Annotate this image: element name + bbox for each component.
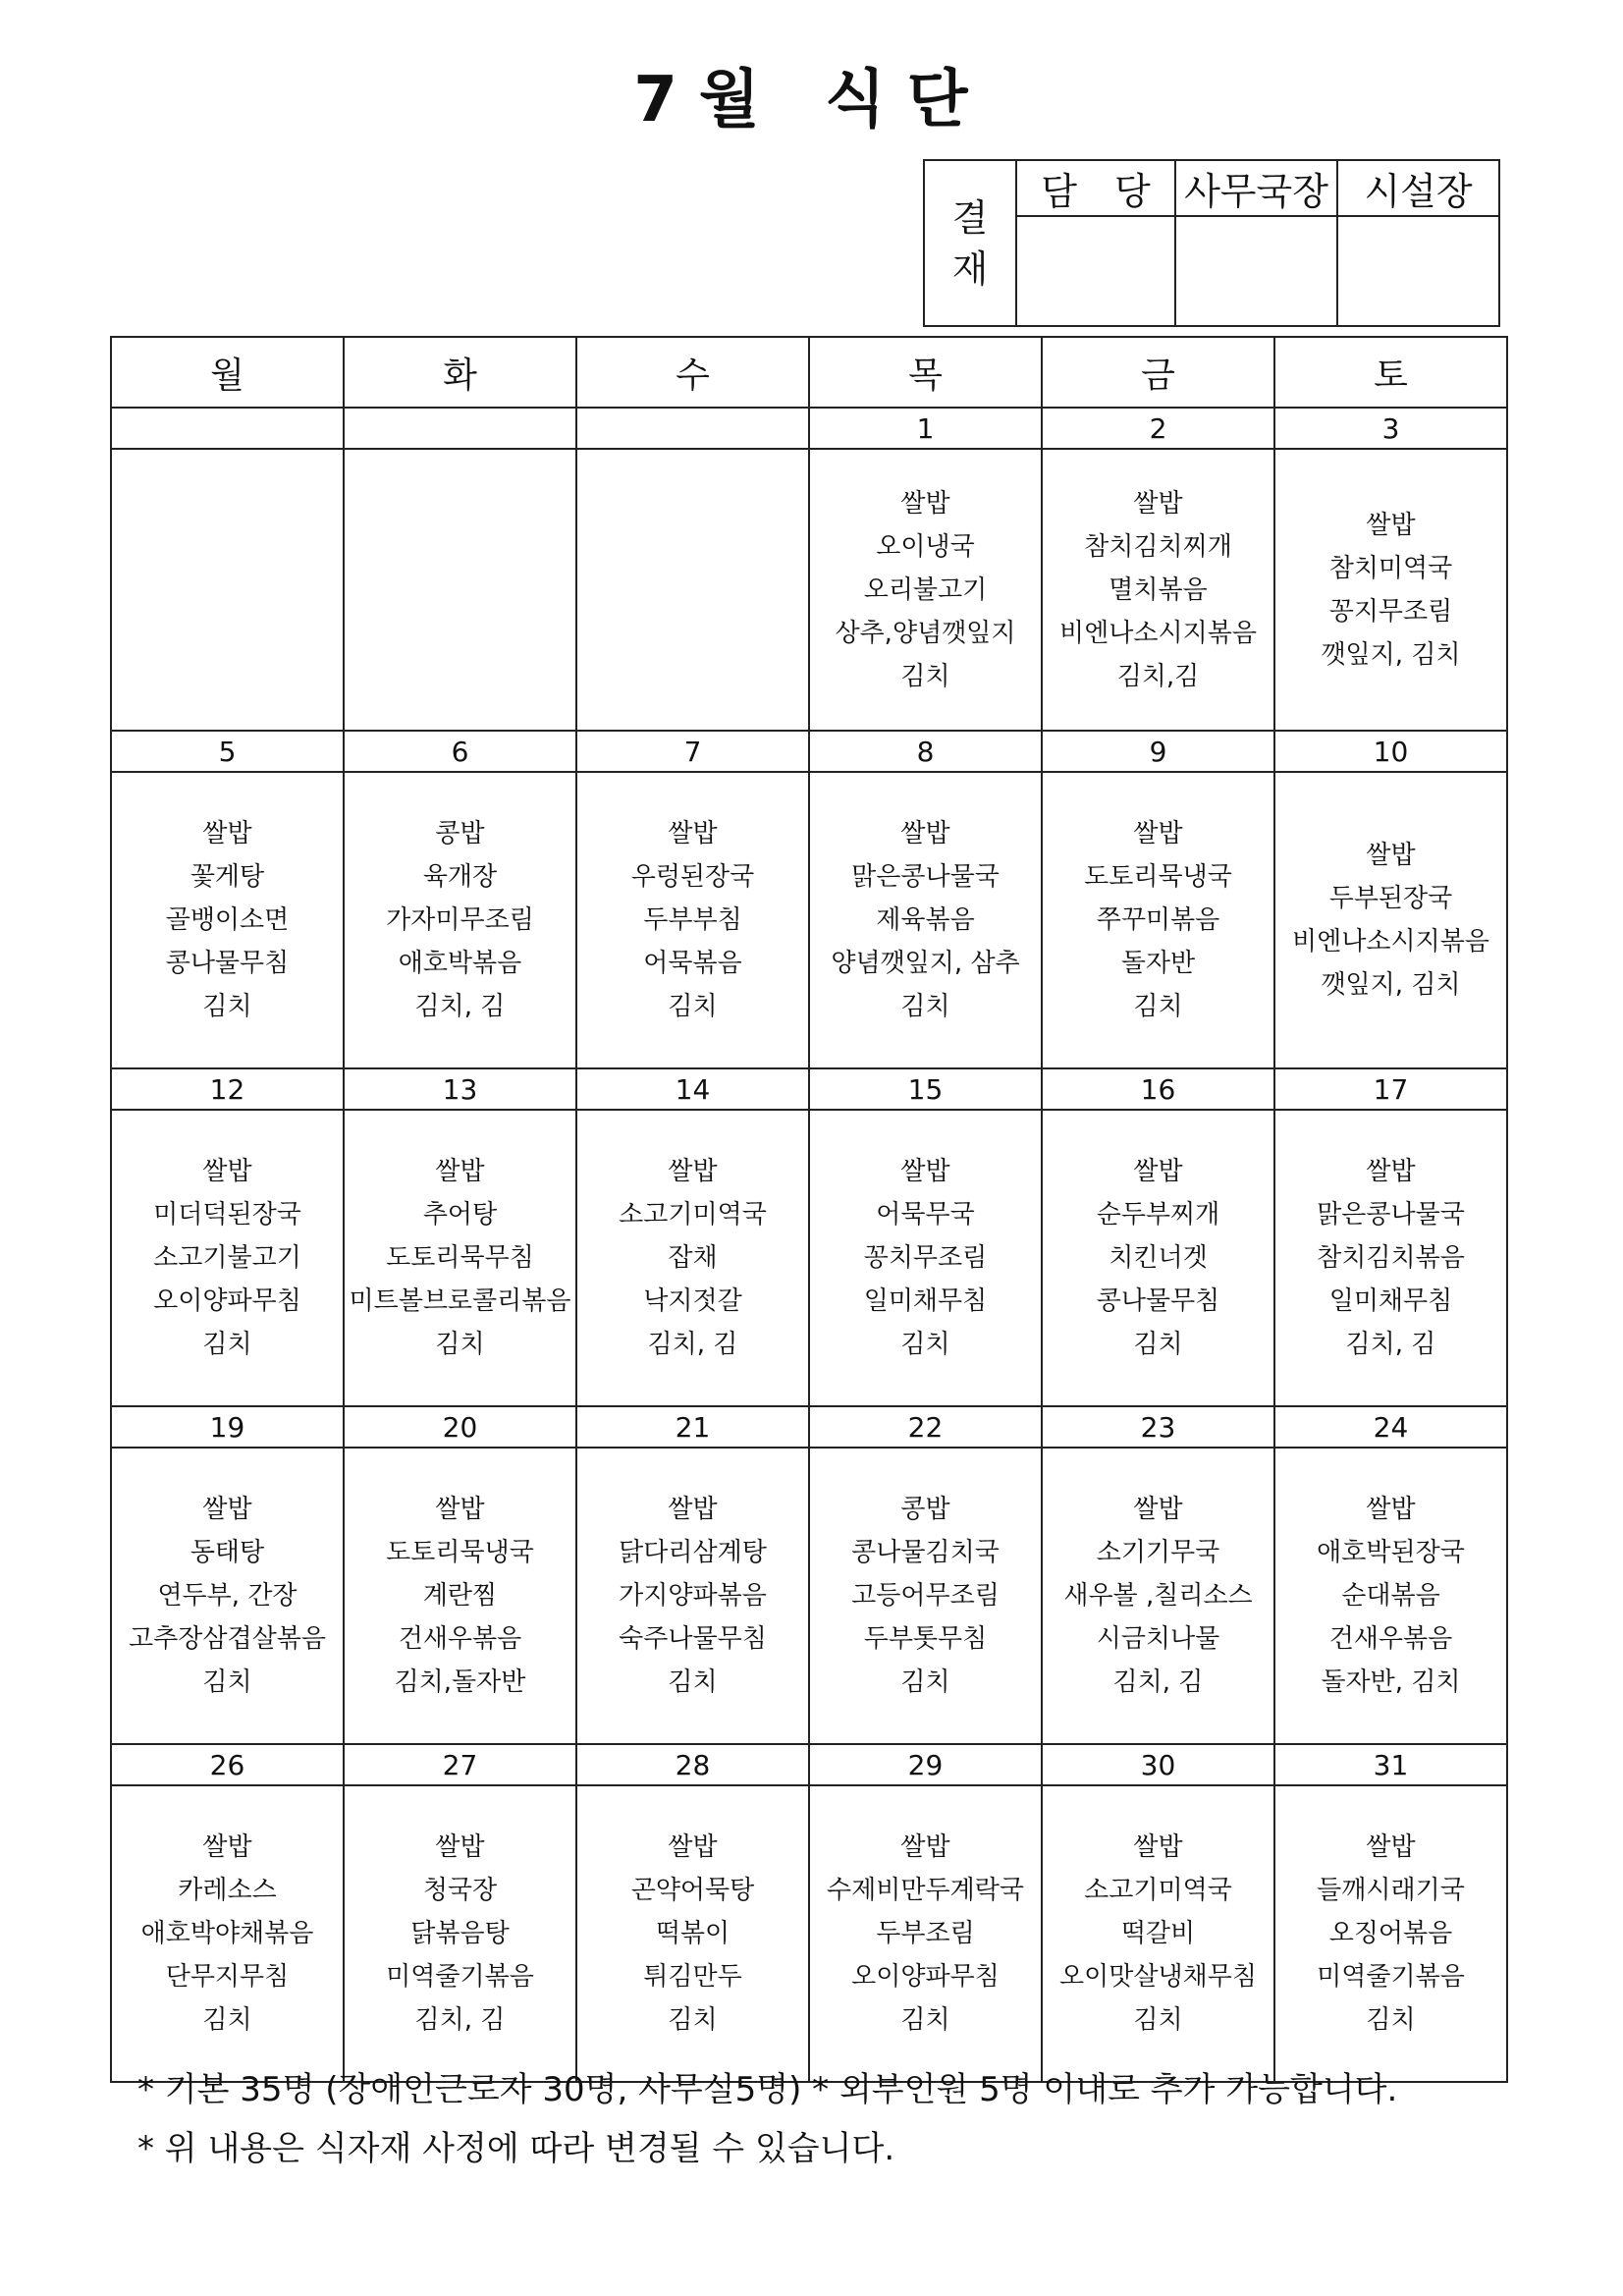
meal-item: 쌀밥: [900, 1832, 950, 1862]
meal-item: 비엔나소시지볶음: [1292, 927, 1489, 957]
meal-item: 김치: [202, 1330, 252, 1359]
meal-row: [111, 1785, 1507, 2082]
meal-item: 비엔나소시지볶음: [1059, 618, 1257, 648]
meal-item: 김치, 김: [414, 2005, 506, 2035]
meal-item: 오이맛살냉채무침: [1059, 1962, 1257, 1992]
meal-item: 깻잎지, 김치: [1321, 970, 1461, 1000]
meal-item: 애호박된장국: [1317, 1538, 1465, 1567]
meal-cell: [809, 1110, 1042, 1406]
date-row: [111, 731, 1507, 772]
meal-item: 튀김만두: [643, 1962, 742, 1992]
date-cell: [344, 408, 576, 449]
meal-cell: [576, 1785, 809, 2082]
meal-item: 일미채무침: [1328, 1286, 1453, 1316]
meal-item: 어묵무국: [876, 1200, 975, 1230]
meal-item: 김치, 김: [414, 992, 506, 1021]
date-cell: 1: [809, 408, 1042, 449]
meal-item: 도토리묵냉국: [386, 1538, 534, 1567]
meal-item: 시금치나물: [1096, 1624, 1220, 1654]
meal-item: 두부조림: [876, 1919, 975, 1948]
meal-item: 두부톳무침: [863, 1624, 988, 1654]
meal-item: 꽃게탕: [189, 862, 265, 892]
meal-item: 새우볼 ,칠리소스: [1063, 1581, 1253, 1611]
meal-item: 쌀밥: [1133, 488, 1183, 519]
meal-item: 건새우볶음: [398, 1624, 522, 1654]
meal-row: [111, 1110, 1507, 1406]
meal-item: 참치김치볶음: [1317, 1243, 1465, 1273]
meal-item: 쌀밥: [1133, 1495, 1183, 1524]
approval-label: [924, 160, 1016, 326]
date-cell: 3: [1274, 408, 1507, 449]
meal-item: 어묵볶음: [643, 949, 742, 978]
meal-item: 미역줄기볶음: [386, 1962, 534, 1992]
meal-item: 계란찜: [422, 1581, 498, 1611]
meal-item: 쭈꾸미볶음: [1096, 905, 1220, 935]
meal-cell: [576, 449, 809, 731]
meal-item: 육개장: [422, 862, 498, 892]
date-row: [111, 408, 1507, 449]
meal-cell: [1042, 1448, 1274, 1744]
weekday-wed: 수: [576, 337, 809, 408]
date-cell: 31: [1274, 1744, 1507, 1785]
meal-item: 오이냉국: [876, 531, 975, 562]
meal-cell: [1042, 1110, 1274, 1406]
meal-item: 오리불고기: [863, 574, 988, 605]
meal-item: 김치: [900, 1667, 950, 1697]
meal-item: 양념깻잎지, 삼추: [831, 949, 1020, 978]
meal-item: 오징어볶음: [1328, 1919, 1453, 1948]
meal-item: 김치,김: [1116, 661, 1200, 691]
meal-item: 콩나물무침: [165, 949, 290, 978]
date-cell: 16: [1042, 1068, 1274, 1110]
weekday-thu: 목: [809, 337, 1042, 408]
meal-item: 참치김치찌개: [1084, 531, 1232, 562]
approval-box: [923, 159, 1500, 327]
meal-item: 돌자반: [1120, 949, 1196, 978]
date-cell: 5: [111, 731, 344, 772]
meal-item: 미역줄기볶음: [1317, 1962, 1465, 1992]
meal-cell: [809, 1448, 1042, 1744]
approval-sign-manager[interactable]: [1016, 216, 1175, 326]
meal-item: 카레소스: [178, 1876, 277, 1905]
meal-item: 김치: [668, 1667, 718, 1697]
meal-item: 미더덕된장국: [153, 1200, 301, 1230]
approval-role-manager: 담 당: [1016, 160, 1175, 216]
meal-item: 두부부침: [643, 905, 742, 935]
meal-item: 떡볶이: [655, 1919, 730, 1948]
date-cell: 13: [344, 1068, 576, 1110]
meal-cell: [344, 449, 576, 731]
meal-cell: [809, 449, 1042, 731]
date-row: [111, 1744, 1507, 1785]
date-cell: 15: [809, 1068, 1042, 1110]
meal-item: 김치: [435, 1330, 485, 1359]
meal-cell: [1274, 1785, 1507, 2082]
meal-item: 김치: [202, 1667, 252, 1697]
meal-item: 꽁치무조림: [863, 1243, 988, 1273]
meal-item: 쌀밥: [1366, 1495, 1416, 1524]
weekday-tue: 화: [344, 337, 576, 408]
meal-row: [111, 449, 1507, 731]
meal-item: 상추,양념깻잎지: [835, 618, 1016, 648]
meal-item: 잡채: [668, 1243, 718, 1273]
meal-item: 도토리묵냉국: [1084, 862, 1232, 892]
approval-label-2: 재: [951, 246, 989, 291]
date-cell: [576, 408, 809, 449]
date-cell: 2: [1042, 408, 1274, 449]
meal-item: 꽁지무조림: [1328, 596, 1453, 627]
meal-item: 김치, 김: [1112, 1667, 1204, 1697]
meal-cell: [111, 449, 344, 731]
meal-row: [111, 1448, 1507, 1744]
date-cell: 30: [1042, 1744, 1274, 1785]
meal-item: 치킨너겟: [1109, 1243, 1208, 1273]
date-row: [111, 1406, 1507, 1448]
meal-item: 고등어무조림: [851, 1581, 1000, 1611]
meal-item: 연두부, 간장: [157, 1581, 298, 1611]
meal-item: 김치, 김: [647, 1330, 738, 1359]
meal-item: 쌀밥: [668, 1495, 718, 1524]
approval-role-secretary: 사무국장: [1175, 160, 1337, 216]
meal-item: 쌀밥: [1366, 510, 1416, 540]
approval-label-1: 결: [951, 195, 989, 240]
meal-item: 두부된장국: [1328, 884, 1453, 913]
date-cell: 7: [576, 731, 809, 772]
meal-item: 우렁된장국: [630, 862, 755, 892]
meal-cell: [576, 1448, 809, 1744]
meal-item: 낙지젓갈: [643, 1286, 742, 1316]
meal-cell: [111, 772, 344, 1068]
meal-item: 김치, 김: [1345, 1330, 1436, 1359]
meal-item: 김치: [202, 2005, 252, 2035]
meal-cell: [344, 1110, 576, 1406]
weekday-sat: 토: [1274, 337, 1507, 408]
meal-item: 애호박야채볶음: [140, 1919, 314, 1948]
meal-item: 동태탕: [189, 1538, 265, 1567]
meal-item: 김치: [202, 992, 252, 1021]
meal-item: 김치: [1133, 1330, 1183, 1359]
meal-cell: [111, 1785, 344, 2082]
meal-item: 김치: [668, 992, 718, 1021]
meal-item: 순두부찌개: [1096, 1200, 1220, 1230]
meal-item: 건새우볶음: [1328, 1624, 1453, 1654]
date-cell: 12: [111, 1068, 344, 1110]
meal-item: 김치: [1133, 992, 1183, 1021]
date-cell: 14: [576, 1068, 809, 1110]
meal-item: 애호박볶음: [398, 949, 522, 978]
meal-item: 쌀밥: [435, 1157, 485, 1186]
meal-item: 쌀밥: [1133, 819, 1183, 848]
meal-cell: [576, 772, 809, 1068]
meal-cell: [576, 1110, 809, 1406]
meal-item: 도토리묵무침: [386, 1243, 534, 1273]
date-cell: 29: [809, 1744, 1042, 1785]
meal-item: 쌀밥: [1133, 1832, 1183, 1862]
meal-item: 제육볶음: [876, 905, 975, 935]
date-cell: 23: [1042, 1406, 1274, 1448]
meal-item: 닭다리삼계탕: [619, 1538, 767, 1567]
weekday-fri: 금: [1042, 337, 1274, 408]
meal-cell: [344, 1785, 576, 2082]
meal-item: 쌀밥: [668, 1832, 718, 1862]
meal-item: 수제비만두계락국: [827, 1876, 1024, 1905]
meal-item: 소고기미역국: [1084, 1876, 1232, 1905]
meal-item: 김치: [1133, 2005, 1183, 2035]
meal-cell: [1274, 449, 1507, 731]
meal-cell: [809, 1785, 1042, 2082]
page-title: 7월 식단: [633, 64, 990, 137]
meal-item: 김치: [900, 2005, 950, 2035]
meal-item: 소고기미역국: [619, 1200, 767, 1230]
date-cell: 19: [111, 1406, 344, 1448]
meal-item: 소고기불고기: [153, 1243, 301, 1273]
meal-item: 김치: [1366, 2005, 1416, 2035]
meal-item: 김치: [900, 1330, 950, 1359]
meal-item: 콩밥: [900, 1495, 950, 1524]
date-cell: 21: [576, 1406, 809, 1448]
weekday-mon: 월: [111, 337, 344, 408]
date-cell: 20: [344, 1406, 576, 1448]
meal-item: 닭볶음탕: [410, 1919, 510, 1948]
menu-calendar: [110, 336, 1508, 2083]
meal-item: 참치미역국: [1328, 553, 1453, 583]
date-cell: 6: [344, 731, 576, 772]
meal-item: 일미채무침: [863, 1286, 988, 1316]
meal-item: 쌀밥: [435, 1832, 485, 1862]
date-cell: 9: [1042, 731, 1274, 772]
date-cell: 26: [111, 1744, 344, 1785]
date-cell: 8: [809, 731, 1042, 772]
meal-item: 쌀밥: [900, 819, 950, 848]
meal-item: 미트볼브로콜리볶음: [349, 1286, 571, 1316]
meal-item: 순대볶음: [1341, 1581, 1440, 1611]
meal-item: 쌀밥: [900, 1157, 950, 1186]
meal-cell: [1274, 1110, 1507, 1406]
approval-sign-secretary[interactable]: [1175, 216, 1337, 326]
meal-item: 쌀밥: [202, 1495, 252, 1524]
meal-cell: [111, 1110, 344, 1406]
meal-item: 멸치볶음: [1109, 574, 1208, 605]
meal-cell: [344, 772, 576, 1068]
meal-item: 쌀밥: [668, 819, 718, 848]
meal-item: 추어탕: [422, 1200, 498, 1230]
meal-item: 쌀밥: [202, 1157, 252, 1186]
meal-item: 쌀밥: [1366, 1157, 1416, 1186]
note-headcount: * 기본 35명 (장애인근로자 30명, 사무실5명) * 외부인원 5명 이내로 추가 가능합니다.: [137, 2070, 1398, 2109]
date-cell: 10: [1274, 731, 1507, 772]
meal-cell: [1042, 449, 1274, 731]
date-cell: 27: [344, 1744, 576, 1785]
meal-item: 콩밥: [435, 819, 485, 848]
meal-cell: [809, 772, 1042, 1068]
meal-item: 고추장삼겹살볶음: [129, 1624, 326, 1654]
meal-item: 돌자반, 김치: [1321, 1667, 1461, 1697]
date-cell: 28: [576, 1744, 809, 1785]
meal-item: 단무지무침: [165, 1962, 290, 1992]
meal-item: 깻잎지, 김치: [1321, 639, 1461, 670]
meal-cell: [344, 1448, 576, 1744]
meal-item: 숙주나물무침: [619, 1624, 767, 1654]
meal-item: 가지양파볶음: [619, 1581, 767, 1611]
meal-item: 김치,돌자반: [394, 1667, 526, 1697]
meal-cell: [1042, 1785, 1274, 2082]
meal-item: 오이양파무침: [851, 1962, 1000, 1992]
weekday-header-row: [111, 337, 1507, 408]
meal-item: 쌀밥: [668, 1157, 718, 1186]
meal-item: 가자미무조림: [386, 905, 534, 935]
note-change-notice: * 위 내용은 식자재 사정에 따라 변경될 수 있습니다.: [137, 2129, 895, 2168]
meal-item: 쌀밥: [1366, 1832, 1416, 1862]
meal-item: 쌀밥: [900, 488, 950, 519]
notes: [137, 2060, 1397, 2178]
meal-cell: [1274, 1448, 1507, 1744]
meal-item: 쌀밥: [202, 1832, 252, 1862]
date-row: [111, 1068, 1507, 1110]
meal-item: 청국장: [422, 1876, 498, 1905]
meal-item: 들깨시래기국: [1317, 1876, 1465, 1905]
meal-item: 김치: [900, 992, 950, 1021]
meal-item: 곤약어묵탕: [630, 1876, 755, 1905]
meal-item: 김치: [668, 2005, 718, 2035]
meal-item: 맑은콩나물국: [1317, 1200, 1465, 1230]
meal-item: 떡갈비: [1120, 1919, 1196, 1948]
meal-item: 오이양파무침: [153, 1286, 301, 1316]
meal-item: 쌀밥: [1133, 1157, 1183, 1186]
meal-item: 콩나물김치국: [851, 1538, 1000, 1567]
approval-role-director: 시설장: [1337, 160, 1499, 216]
meal-item: 골뱅이소면: [165, 905, 290, 935]
meal-item: 쌀밥: [1366, 841, 1416, 870]
date-cell: 17: [1274, 1068, 1507, 1110]
approval-sign-director[interactable]: [1337, 216, 1499, 326]
meal-item: 맑은콩나물국: [851, 862, 1000, 892]
date-cell: 22: [809, 1406, 1042, 1448]
meal-item: 쌀밥: [202, 819, 252, 848]
meal-cell: [1042, 772, 1274, 1068]
meal-item: 콩나물무침: [1096, 1286, 1220, 1316]
date-cell: [111, 408, 344, 449]
meal-row: [111, 772, 1507, 1068]
meal-item: 소기기무국: [1096, 1538, 1220, 1567]
meal-cell: [111, 1448, 344, 1744]
meal-cell: [1274, 772, 1507, 1068]
date-cell: 24: [1274, 1406, 1507, 1448]
meal-item: 쌀밥: [435, 1495, 485, 1524]
meal-item: 김치: [900, 661, 950, 691]
